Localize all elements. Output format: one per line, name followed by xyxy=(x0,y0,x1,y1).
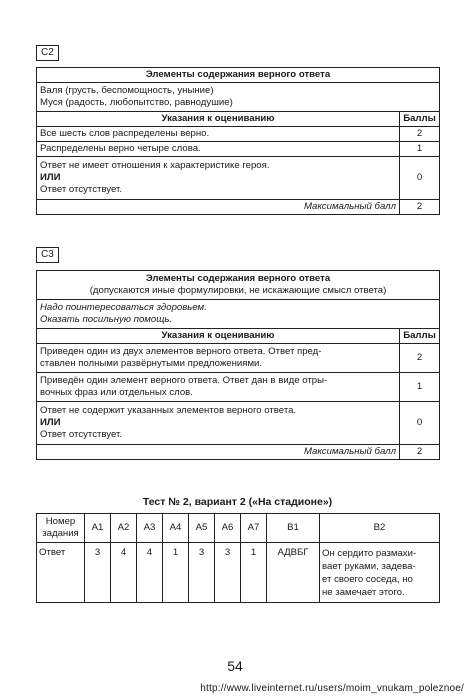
c2-zero-line1: Ответ не имеет отношения к характеристике героя. xyxy=(40,160,270,171)
c3-zero-points: 0 xyxy=(400,402,440,445)
test-header-a7: А7 xyxy=(241,514,267,543)
footer-url: http://www.liveinternet.ru/users/moim_vnukam_poleznoe/ xyxy=(200,683,464,694)
c3-row-1-line1: Приведен один из двух элементов верного ответа. Ответ пред- xyxy=(40,346,322,357)
test-answer-a2: 4 xyxy=(111,543,137,603)
c2-points-header: Баллы xyxy=(400,112,440,127)
test-answer-table xyxy=(36,513,440,603)
c2-elements-header: Элементы содержания верного ответа xyxy=(37,68,440,83)
c2-max-points: 2 xyxy=(400,200,440,215)
c3-zero-line2: Ответ отсутствует. xyxy=(40,429,122,440)
c3-points-header: Баллы xyxy=(400,329,440,344)
test-title: Тест № 2, вариант 2 («На стадионе») xyxy=(142,496,333,508)
test-answer-a6: 3 xyxy=(215,543,241,603)
c3-row-2-line1: Приведён один элемент верного ответа. Ответ дан в виде отры- xyxy=(40,375,328,386)
c3-criteria-header: Указания к оцениванию xyxy=(37,329,400,344)
test-header-a6: А6 xyxy=(215,514,241,543)
test-header-a3: А3 xyxy=(137,514,163,543)
c2-row-1-points: 2 xyxy=(400,127,440,142)
test-answer-a3: 4 xyxy=(137,543,163,603)
c2-criteria-header: Указания к оцениванию xyxy=(37,112,400,127)
test-answer-a1: 3 xyxy=(85,543,111,603)
c3-row-2-points: 1 xyxy=(400,373,440,402)
c2-row-1-text: Все шесть слов распределены верно. xyxy=(37,127,400,142)
c2-row-2-points: 1 xyxy=(400,142,440,157)
c3-row-2 xyxy=(37,373,400,402)
c3-zero-row xyxy=(37,402,400,445)
test-answer-b1: АДВБГ xyxy=(267,543,320,603)
c2-row-2-text: Распределены верно четыре слова. xyxy=(37,142,400,157)
test-answer-a5: 3 xyxy=(189,543,215,603)
test-header-task xyxy=(37,514,85,543)
c3-elements-sub: (допускаются иные формулировки, не искажающие смысл ответа) xyxy=(89,285,387,296)
c3-max-label: Максимальный балл xyxy=(37,445,400,460)
test-header-a1: А1 xyxy=(85,514,111,543)
c2-max-label: Максимальный балл xyxy=(37,200,400,215)
c3-max-points: 2 xyxy=(400,445,440,460)
c3-row-2-line2: вочных фраз или отдельных слов. xyxy=(40,387,193,398)
c3-row-1 xyxy=(37,344,400,373)
test-header-task-line1: Номер xyxy=(45,516,76,527)
test-answer-a7: 1 xyxy=(241,543,267,603)
test-header-a2: А2 xyxy=(111,514,137,543)
test-header-a4: А4 xyxy=(163,514,189,543)
test-answer-label: Ответ xyxy=(37,543,85,603)
c3-row-1-points: 2 xyxy=(400,344,440,373)
c2-zero-row xyxy=(37,157,400,200)
c3-row-1-line2: ставлен полными развёрнутыми предложениями. xyxy=(40,358,263,369)
c3-answer-2: Оказать посильную помощь. xyxy=(40,314,173,325)
test-answer-b2 xyxy=(320,543,440,603)
test-answer-b2-line1: Он сердито размахи- xyxy=(322,548,417,559)
c2-answer-2: Муся (радость, любопытство, равнодушие) xyxy=(40,97,233,108)
c3-zero-or: ИЛИ xyxy=(40,417,61,428)
test-answer-b2-line3: ет своего соседа, но xyxy=(322,574,413,585)
c3-elements-header: Элементы содержания верного ответа xyxy=(145,273,331,284)
page-number: 54 xyxy=(227,658,243,674)
test-answer-b2-line2: вает руками, задева- xyxy=(322,561,416,572)
test-header-task-line2: задания xyxy=(42,528,79,539)
c3-zero-line1: Ответ не содержит указанных элементов верного ответа. xyxy=(40,405,297,416)
c2-zero-line2: Ответ отсутствует. xyxy=(40,184,122,195)
c3-table xyxy=(36,270,440,460)
test-header-b2: В2 xyxy=(320,514,440,543)
c2-table xyxy=(36,67,440,215)
c3-answers xyxy=(37,300,440,329)
c2-answers xyxy=(37,83,440,112)
test-answer-b2-line4: не замечает этого. xyxy=(322,587,405,598)
c2-zero-points: 0 xyxy=(400,157,440,200)
test-header-b1: В1 xyxy=(267,514,320,543)
section-label-c2: С2 xyxy=(36,45,59,61)
c3-elements-header-cell xyxy=(37,271,440,300)
test-answer-a4: 1 xyxy=(163,543,189,603)
test-header-a5: А5 xyxy=(189,514,215,543)
c2-answer-1: Валя (грусть, беспомощность, уныние) xyxy=(40,85,214,96)
section-label-c3: С3 xyxy=(36,247,59,263)
c2-zero-or: ИЛИ xyxy=(40,172,61,183)
c3-answer-1: Надо поинтересоваться здоровьем. xyxy=(40,302,207,313)
